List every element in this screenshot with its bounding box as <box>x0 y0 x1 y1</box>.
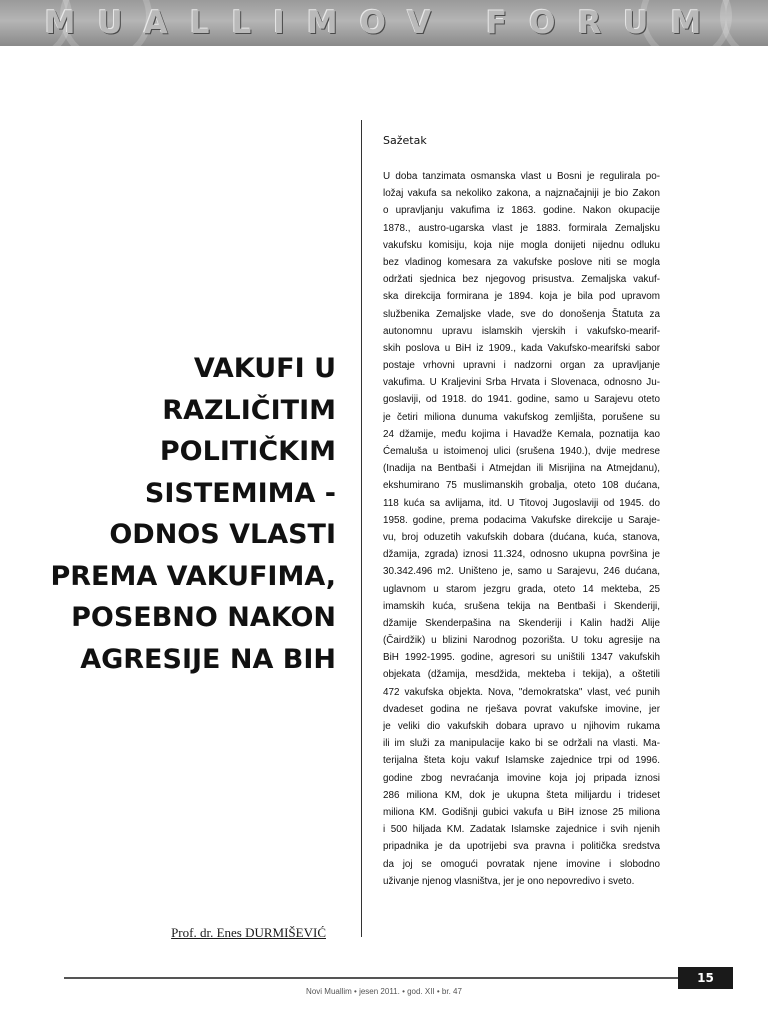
page-number: 15 <box>678 967 733 989</box>
title-line: PREMA VAKUFIMA, <box>50 560 336 592</box>
abstract-line: imamskih kuća, srušena tekija na Bentbaši i Skenderiji, <box>383 600 660 612</box>
abstract-line: godine zbog nevraćanja imovine koja joj pripada iznosi <box>383 772 660 784</box>
abstract-line: vakufima. U Kraljevini Srba Hrvata i Slovenaca, odnosno Ju- <box>383 377 660 389</box>
abstract-line: ekshumirano 75 muslimanskih grobalja, oteto 108 dućana, <box>383 480 660 492</box>
abstract-line: U doba tanzimata osmanska vlast u Bosni je regulirala po- <box>383 171 660 182</box>
publication-footer: Novi Muallim • jesen 2011. • god. XII • br. 47 <box>306 987 462 996</box>
header-band <box>0 0 768 46</box>
abstract-line: 24 džamije, među kojima i Havadže Kemala, poznatija kao <box>383 428 660 440</box>
abstract-line: je veliki dio vakufskih dobara upravo u njihovim rukama <box>383 721 660 732</box>
abstract-line: džamija, zgrada) iznosi 11.324, odnosno ukupna površina je <box>383 549 660 561</box>
article-author: Prof. dr. Enes DURMIŠEVIĆ <box>171 925 326 940</box>
abstract-line: ili im služi za manipulacije kako bi se održali na vlasti. Ma- <box>383 738 660 750</box>
title-line: POSEBNO NAKON <box>71 602 336 633</box>
abstract-line: skih poslova u BiH iz 1909., kada Vakufsko-mearifski sabor <box>383 342 660 354</box>
abstract-line: 472 vakufska objekta. Nova, "demokratska" vlast, već punih <box>383 686 660 698</box>
abstract-line: objekata (džamija, mesdžida, mekteba i tekija), a oštetili <box>383 669 660 681</box>
abstract-line: da joj se omogući povratak njene imovine i slobodno <box>383 858 660 870</box>
journal-title: MUALLIMOV FORUM <box>44 5 724 41</box>
title-line: VAKUFI U <box>193 353 336 384</box>
abstract-line: dvadeset godina ne rješava povrat vakufske imovine, jer <box>383 703 660 715</box>
abstract-line: autonomnu upravu islamskih vjerskih i vakufsko-mearif- <box>383 325 660 337</box>
abstract-line: ložaj vakufa sa nekoliko zakona, a najznačajniji je bio Zakon <box>383 188 660 200</box>
abstract-line: 30.342.496 m2. Uništeno je, samo u Sarajevu, 246 dućana, <box>383 566 660 578</box>
abstract-line: 1958. godine, prema podacima Vakufske direkcije u Saraje- <box>383 514 660 526</box>
abstract-line: 1878., austro-ugarska vlast je 1883. formirala Zemaljsku <box>383 222 660 234</box>
abstract-line: i 500 hiljada KM. Zadatak Islamske zajednice i svih njenih <box>383 824 660 836</box>
title-line: POLITIČKIM <box>159 436 336 467</box>
abstract-heading: Sažetak <box>383 134 427 147</box>
abstract-line: o upravljanju vakufima iz 1863. godine. Nakon okupacije <box>383 205 660 217</box>
title-line: ODNOS VLASTI <box>109 519 336 550</box>
abstract-line: vakufsku komisiju, koja nije mogla donijeti nijednu odluku <box>383 239 660 251</box>
title-line: RAZLIČITIM <box>162 394 336 426</box>
abstract-line: bez vladinog komesara za vakufske poslove niti se mogla <box>383 256 660 268</box>
abstract-line: uglavnom u starom jezgru grada, oteto 14 mekteba, 25 <box>383 583 660 595</box>
abstract-line: uživanje njenog vlasništva, jer je ono nepovredivo i sveto. <box>383 875 635 887</box>
abstract-line: BiH 1992-1995. godine, agresori su uništili 1347 vakufskih <box>383 652 660 664</box>
title-line: SISTEMIMA - <box>144 477 336 509</box>
abstract-line: vu, broj oduzetih vakufskih dobara (dućana, kuća, stanova, <box>383 531 660 543</box>
abstract-line: terijalna šteta koju vakuf Islamske zajednice trpi od 1996. <box>383 755 660 767</box>
abstract-line: 118 kuća sa avlijama, itd. U Titovoj Jugoslaviji od 1945. do <box>383 497 660 509</box>
abstract-line: pripadnika je da upotrijebi sva pravna i politička sredstva <box>383 841 660 853</box>
abstract-line: ska direkcija formirana je 1894. koja je bila pod upravom <box>383 291 660 303</box>
abstract-body <box>383 168 660 890</box>
abstract-line: (Inadija na Bentbaši i Atmejdan ili Misrijina na Atmejdanu), <box>383 463 660 475</box>
abstract-line: službenika Zemaljske vlade, sve do donošenja Štatuta za <box>383 308 660 320</box>
column-divider <box>361 120 362 937</box>
abstract-line: postaje vrhovni upravni i nadzorni organ za upravljanje <box>383 360 660 372</box>
abstract-line: miliona KM. Godišnji gubici vakufa u BiH iznose 25 miliona <box>383 806 660 818</box>
abstract-line: goslaviji, od 1918. do 1941. godine, samo u Sarajevu oteto <box>383 394 660 406</box>
abstract-line: 286 miliona KM, dok je ukupna šteta milijardu i trideset <box>383 789 660 801</box>
abstract-line: održati sjednica bez njegovog prisustva. Zemaljska vakuf- <box>383 274 660 286</box>
abstract-line: džamije Skenderpašina na Skenderiji i Kalin hadži Alije <box>383 617 660 629</box>
abstract-line: je četiri miliona dunuma vakufskog zemljišta, porušene su <box>383 411 660 423</box>
article-title <box>40 348 336 680</box>
title-line: AGRESIJE NA BIH <box>80 643 336 675</box>
abstract-line: Ćemaluša u istoimenoj ulici (srušena 1940.), dvije medrese <box>383 446 660 457</box>
abstract-line: (Čairdžik) u blizini Narodnog pozorišta. U toku agresije na <box>383 635 660 647</box>
footer-rule <box>64 977 678 979</box>
